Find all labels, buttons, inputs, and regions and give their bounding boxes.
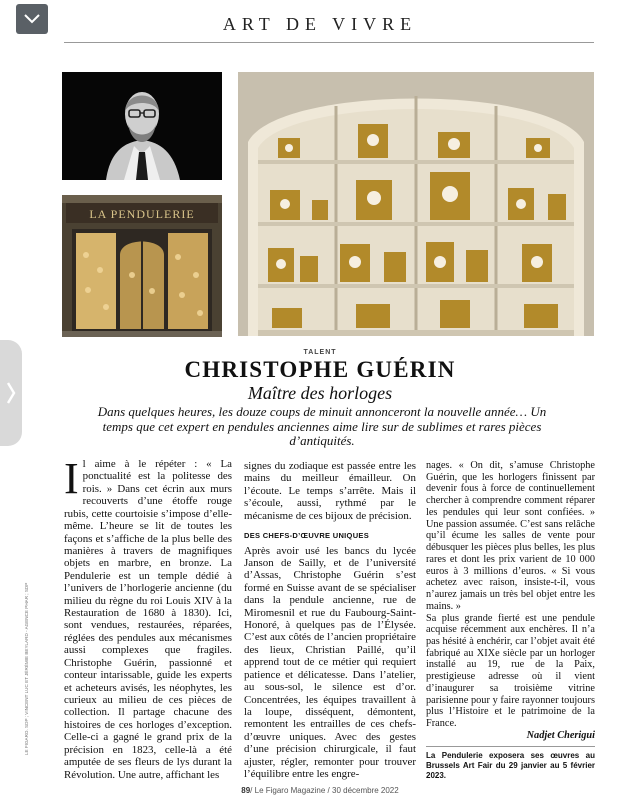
photo-credit: LE FIGARO. SDP ; VINCENT LUC ET JÉRÉMIE BEYLARD - AGENCE PHAR ; SDP	[24, 582, 29, 755]
shopfront-photo	[62, 195, 222, 337]
paragraph: Après avoir usé les bancs du lycée Janson de Sailly, et de l’université d’Assas, Christophe Guérin s’est formé en Suisse avant de se spécialiser dans la pendule ancienne, rue de Miromesnil et rue du Faubourg-Saint-Honoré, à quelques pas de l’Élysée. C’est aux côtés de l’ancien propriétaire des lieux, Christian Paillé, qu’il apprend tout de ce métier qui requiert patience et délicatesse. Dans l’atelier, au sous-sol, le silence est d’or. Concentrées, les équipes travaillent à la loupe, disséquent, démontent, remontent les entrailles de ces chefs-d’œuvre uniques. Avec des gestes d’une précision chirurgicale, il faut ajuster, régler, remonter pour trouver l’équilibre entre les engre-	[244, 544, 416, 781]
portrait-photo	[62, 72, 222, 180]
publication-info: / Le Figaro Magazine / 30 décembre 2022	[250, 786, 399, 795]
article-subtitle: Maître des horloges	[247, 383, 393, 403]
intertitle: DES CHEFS-D’ŒUVRE UNIQUES	[244, 531, 370, 541]
article-column-1	[64, 454, 232, 781]
event-note: La Pendulerie exposera ses œuvres au Brussels Art Fair du 29 janvier au 5 février 2023.	[426, 746, 595, 781]
page-footer	[0, 786, 640, 795]
paragraph: Sa plus grande fierté est une pendule acquise récemment aux enchères. Il n’a pas hésité à enchérir, car l’objet avait été fabriqué au XIXe siècle par un horloger installé au 19, rue de la Paix, prestigieuse adresse où il vient d’inaugurer sa troisième vitrine parisienne pour y faire rayonner toujours plus l’Histoire et le patrimoine de la France.	[426, 612, 595, 730]
drop-cap: I	[64, 454, 79, 503]
shop-sign-text: LA PENDULERIE	[89, 207, 195, 221]
article-title: CHRISTOPHE GUÉRIN	[184, 357, 456, 382]
header-divider	[64, 42, 594, 43]
clock-display-photo	[238, 72, 594, 336]
page-number: 89	[241, 786, 251, 795]
paragraph: l aime à le répéter : « La ponctualité est la politesse des rois. » Dans cet écrin aux murs recouverts d’une étoffe rouge rubis, cette courtoisie s’impose d’elle-même. L’heure se lit de toutes les façons et s’affiche de la plus belle des manières à travers de magnifiques objets en marbre, en bronze. La Pendulerie est un temple dédié à l’univers de l’horlogerie ancienne (du milieu du règne du roi Louis XIV à la Restauration de 1680 à 1830). Ici, sont vendues, restaurées, réparées, réglées des pendules aux mécanismes aussi complexes que fragiles. Christophe Guérin, passionné et conteur intarissable, guide les experts et acheteurs avisés, les néophytes, les curieux au milieu de ces pièces de collection. Il partage chacune des histoires de ces horloges d’exception. Celle-ci a gagné le grand prix de la précision en 1823, celle-là a été amputée de ses fleurs de lys durant la Révolution. Une autre, affichant les	[64, 458, 232, 781]
author-signature: Nadjet Cherigui	[526, 729, 595, 741]
paragraph: signes du zodiaque est passée entre les mains du meilleur émailleur. On l’écoute. Le temps s’arrête. Mais il s’écoule, aussi, rythmé par le mécanisme de ces bijoux de précision.	[244, 460, 416, 522]
article-lead: Dans quelques heures, les douze coups de minuit annonceront la nouvelle année… Un temps que cet expert en pendules anciennes aime lire sur de sublimes et rares pièces d’antiquités.	[97, 404, 547, 448]
article-column-2	[244, 460, 416, 781]
article-column-3	[426, 460, 595, 781]
kicker: TALENT	[303, 349, 337, 356]
section-title: ART DE VIVRE	[222, 14, 418, 34]
paragraph: nages. « On dit, s’amuse Christophe Guérin, que les horlogers finissent par devenir fous à force de continuellement chercher à comprendre comment réparer les pendules qui leur sont confiées. » Une passion assumée. C’est sans relâche qu’il écume les salles de vente pour débusquer les pièces plus belles, les plus rares et dont les prix varient de 10 000 euros à 3 millions d’euros. « Si vous achetez avec raison, insiste-t-il, vous n’aurez jamais un très bel objet entre les mains. »	[426, 460, 595, 612]
